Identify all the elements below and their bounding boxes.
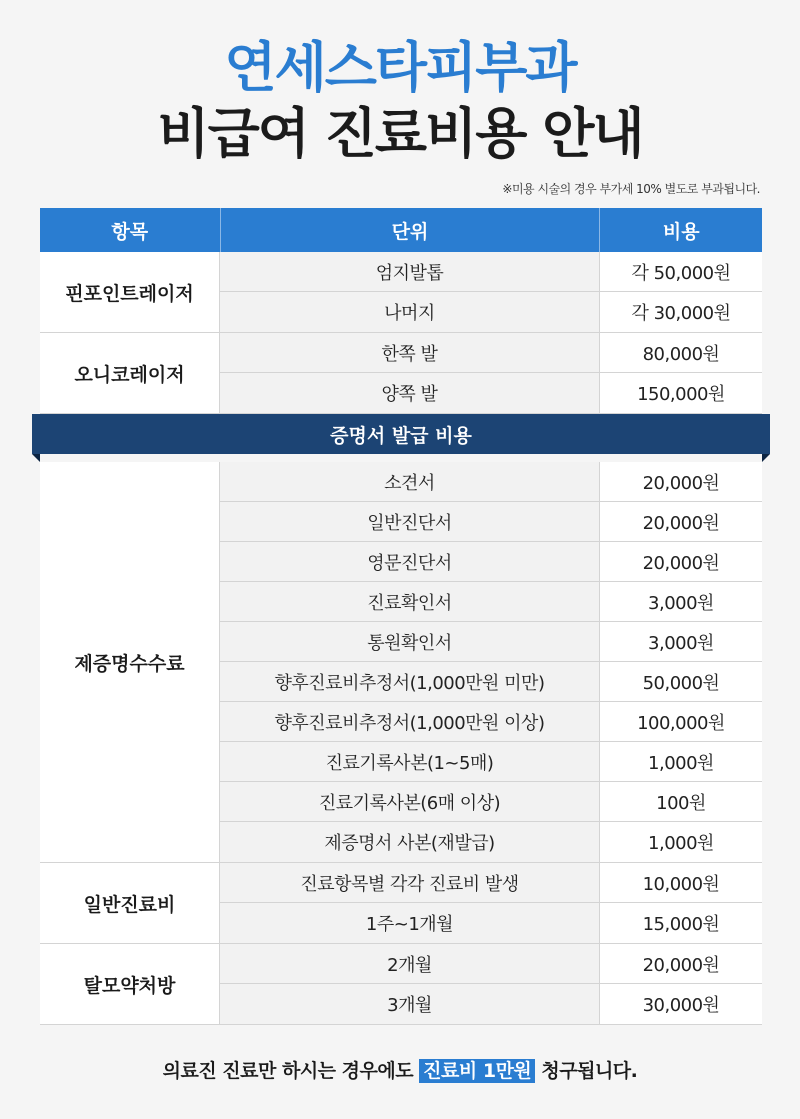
table-row <box>220 742 762 782</box>
table-row <box>220 252 762 292</box>
table-row <box>220 702 762 742</box>
header-unit: 단위 <box>221 208 601 252</box>
table-row <box>220 662 762 702</box>
unit-cell: 일반진단서 <box>220 502 600 541</box>
table-row <box>220 984 762 1024</box>
cost-cell: 80,000원 <box>600 333 762 372</box>
unit-cell: 엄지발톱 <box>220 252 600 291</box>
vat-note: ※미용 시술의 경우 부가세 10% 별도로 부과됩니다. <box>502 182 760 196</box>
group-rows <box>220 863 762 943</box>
table-row <box>220 582 762 622</box>
unit-cell: 3개월 <box>220 984 600 1024</box>
cost-cell: 30,000원 <box>600 984 762 1024</box>
cost-cell: 3,000원 <box>600 622 762 661</box>
cost-cell: 150,000원 <box>600 373 762 413</box>
unit-cell: 소견서 <box>220 462 600 501</box>
cost-cell: 20,000원 <box>600 944 762 983</box>
unit-cell: 진료항목별 각각 진료비 발생 <box>220 863 600 902</box>
banner-fold-left <box>32 454 40 462</box>
cost-cell: 1,000원 <box>600 742 762 781</box>
footer-text-before: 의료진 진료만 하시는 경우에도 <box>162 1060 420 1082</box>
table-row <box>220 622 762 662</box>
cost-cell: 15,000원 <box>600 903 762 943</box>
cost-cell: 3,000원 <box>600 582 762 621</box>
unit-cell: 향후진료비추정서(1,000만원 미만) <box>220 662 600 701</box>
table-row <box>220 292 762 332</box>
unit-cell: 향후진료비추정서(1,000만원 이상) <box>220 702 600 741</box>
unit-cell: 영문진단서 <box>220 542 600 581</box>
cost-cell: 각 50,000원 <box>600 252 762 291</box>
unit-cell: 한쪽 발 <box>220 333 600 372</box>
table-row <box>220 373 762 413</box>
cost-cell: 20,000원 <box>600 502 762 541</box>
header-item: 항목 <box>40 208 221 252</box>
treatment-groups <box>40 252 762 414</box>
unit-cell: 나머지 <box>220 292 600 332</box>
table-row <box>220 863 762 903</box>
group-name: 제증명수수료 <box>40 462 220 862</box>
table-row <box>220 333 762 373</box>
unit-cell: 1주~1개월 <box>220 903 600 943</box>
table-row <box>220 944 762 984</box>
unit-cell: 제증명서 사본(재발급) <box>220 822 600 862</box>
unit-cell: 2개월 <box>220 944 600 983</box>
section-banner <box>40 414 762 462</box>
footer-highlight: 진료비 1만원 <box>419 1059 535 1083</box>
footer-text-after: 청구됩니다. <box>535 1060 638 1082</box>
cost-cell: 20,000원 <box>600 462 762 501</box>
table-group <box>40 252 762 333</box>
cost-cell: 100원 <box>600 782 762 821</box>
table-row <box>220 462 762 502</box>
certificate-groups <box>40 462 762 1025</box>
section-banner-label: 증명서 발급 비용 <box>32 414 770 454</box>
group-name: 탈모약처방 <box>40 944 220 1024</box>
cost-cell: 100,000원 <box>600 702 762 741</box>
table-group <box>40 863 762 944</box>
unit-cell: 양쪽 발 <box>220 373 600 413</box>
cost-cell: 20,000원 <box>600 542 762 581</box>
group-name: 핀포인트레이저 <box>40 252 220 332</box>
cost-cell: 10,000원 <box>600 863 762 902</box>
clinic-name: 연세스타피부과 <box>224 36 576 99</box>
cost-cell: 각 30,000원 <box>600 292 762 332</box>
table-row <box>220 782 762 822</box>
page-title: 비급여 진료비용 안내 <box>157 102 643 165</box>
table-group <box>40 333 762 414</box>
banner-fold-right <box>762 454 770 462</box>
cost-cell: 1,000원 <box>600 822 762 862</box>
table-row <box>220 822 762 862</box>
footer-notice <box>0 1056 800 1083</box>
unit-cell: 통원확인서 <box>220 622 600 661</box>
table-group <box>40 462 762 863</box>
table-row <box>220 903 762 943</box>
price-table <box>40 208 762 1025</box>
unit-cell: 진료확인서 <box>220 582 600 621</box>
unit-cell: 진료기록사본(1~5매) <box>220 742 600 781</box>
table-row <box>220 502 762 542</box>
group-name: 일반진료비 <box>40 863 220 943</box>
group-name: 오니코레이저 <box>40 333 220 413</box>
group-rows <box>220 944 762 1024</box>
table-group <box>40 944 762 1025</box>
group-rows <box>220 462 762 862</box>
group-rows <box>220 252 762 332</box>
table-row <box>220 542 762 582</box>
group-rows <box>220 333 762 413</box>
cost-cell: 50,000원 <box>600 662 762 701</box>
table-header <box>40 208 762 252</box>
header-cost: 비용 <box>662 220 700 243</box>
unit-cell: 진료기록사본(6매 이상) <box>220 782 600 821</box>
